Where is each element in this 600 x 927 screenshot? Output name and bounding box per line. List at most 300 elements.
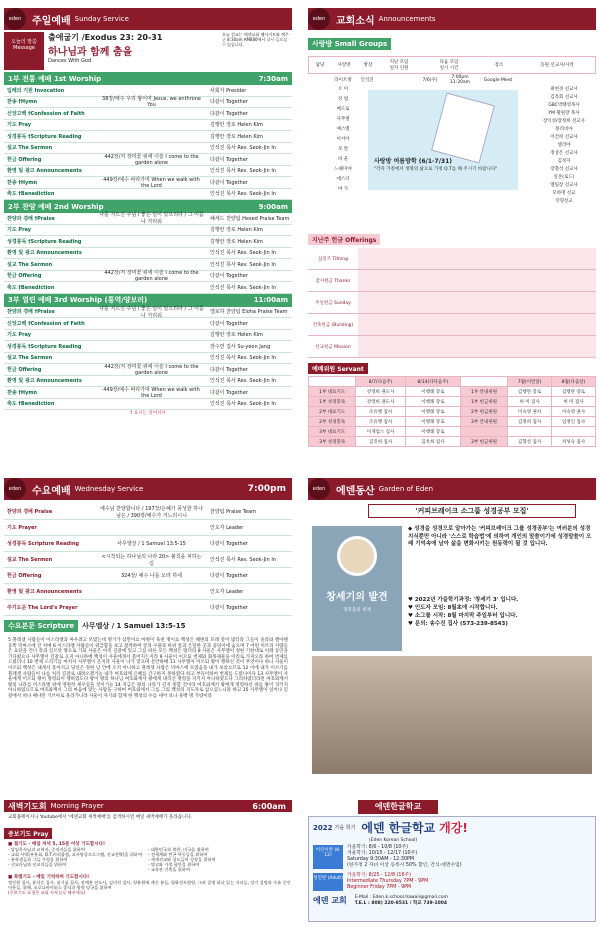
garden-banner: '커피브레이크 소그룹 성경공부 모집' (368, 504, 576, 518)
school-phone: T.E.L : 808) 220-8531 / 학교 739-1004 (354, 901, 448, 906)
order-item: 성경봉독 †Scripture Reading (7, 343, 82, 350)
servant-cell: 김행란 장로 (552, 387, 596, 397)
sg-sh2: 일시 (439, 66, 449, 71)
servant-cell: 김정희 집사 (508, 417, 552, 427)
order-item: 기도 Pray (7, 122, 32, 129)
eden-logo: eden (4, 478, 26, 500)
school-title: 에덴한글학교 (358, 800, 438, 814)
offering-label: 선교헌금 Mission (315, 344, 351, 350)
order-leader: 다같이 Together (210, 273, 248, 280)
sunday-header (4, 8, 292, 30)
order-leader: 다같이 Together (210, 110, 248, 117)
school-term: 가을 학기 (334, 825, 356, 831)
servant-cell: 3부 헌금위원 (460, 437, 507, 447)
order-item: 기도 Pray (7, 227, 32, 234)
garden-intro: ◆ 성경을 성경으로 알아가는 '커피브레이크 그룹 성경공부'는 여러분의 성경 지식뿐만 아니라 '스스로 학습법'에 의하여 개인의 말씀이기에 성경말씀이 오래 기억속에 남아 삶을 변화시키는 원동력이 될 것 입니다. (408, 526, 592, 547)
garden-header (308, 478, 596, 500)
sg-mission: 볼리비아 (555, 127, 573, 132)
servant-row (309, 387, 596, 397)
servant-cell: 허 미 집사 (552, 397, 596, 407)
news-header (308, 8, 596, 30)
sg-name: 강 범 (337, 97, 349, 102)
order-detail: 324장/ 예수 나를 오라 하네 (120, 573, 183, 579)
order-detail: 449장/예수 따라가며 When we walk with the Lord (103, 176, 200, 189)
order-item: 설교 The Sermon (7, 557, 53, 563)
order-leader: 김행란 장로 Helen Kim (210, 227, 263, 234)
order-leader: 장수연 집사 Su-yeon Jang (210, 343, 271, 350)
sg-mission: 이건희 선교사 (550, 135, 578, 140)
offering-amount (358, 314, 596, 335)
order-item: 찬양과 경배 †Praise (7, 215, 55, 222)
order-row (4, 520, 292, 536)
sg-mission: GBC박태영목사 (548, 103, 580, 108)
order-leader: 다같이 Together (210, 541, 248, 547)
order-detail: 442장/저 장미꽃 위에 이슬 I come to the garden alone (104, 363, 199, 376)
prayer-left-list (8, 847, 148, 872)
servant-date: 8월(다음달) (552, 377, 596, 387)
sg-name: 느헤미야 (334, 167, 352, 172)
kids-line: 가을학기: 8/6 - 10/8 (10주) (347, 845, 408, 850)
wednesday-time: 7:00pm (247, 484, 286, 494)
servant-cell: 강영희 권도사 (356, 397, 406, 407)
prayer-item: - 세계선교와 성도들의 성장을 위하여 (148, 857, 216, 862)
order-detail: 사무엘상 / 1 Samuel 13:5-15 (117, 541, 186, 547)
servant-row (309, 417, 596, 427)
service-time: 9:00am (258, 202, 288, 211)
sg-name: 바 울 (337, 157, 349, 162)
servant-cell: 이재업스 집사 (356, 427, 406, 437)
sg-mission: YM 황원장 목사 (548, 111, 580, 116)
prayer-item: - 유학생들과 그들 가정을 위하여 (8, 857, 68, 862)
servant-tag: 예배위원 Servant (308, 363, 368, 374)
servant-cell: 이행례 장로 (405, 427, 460, 437)
kids-lines (343, 845, 462, 869)
order-leader: 인석진 목사 Rev. Seok-Jin In (210, 168, 276, 175)
order-row (4, 154, 292, 166)
order-item: 설교 The Sermon (7, 355, 53, 362)
morning-time: 6:00am (252, 801, 286, 811)
servant-cell: 이행례 장로 (405, 397, 460, 407)
servant-cell: 이행례 장로 (405, 407, 460, 417)
servant-row (309, 437, 596, 447)
order-row (4, 282, 292, 294)
order-leader: 다같이 Together (210, 389, 248, 396)
offering-row (308, 248, 596, 270)
servant-header-row (309, 377, 596, 387)
servant-date: 8/14(다다음주) (405, 377, 460, 387)
scripture-ref: 사무엘상 / 1 Samuel 13:5-15 (82, 622, 186, 630)
prayer-panel (4, 828, 292, 922)
order-item: 성경봉독 †Scripture Reading (7, 133, 82, 140)
sg-h2: 방장 (363, 63, 373, 68)
offering-label: 감사헌금 Thanks (315, 278, 351, 284)
sunday-services (4, 72, 292, 416)
servant-cell: 임정인 집사 (552, 417, 596, 427)
sg-h5: 장소 (494, 63, 504, 68)
prayer-item: - 교회 사역(부흥회, Q.T.커리큘럼, 교사양성프로그램, 선교전략)을 위하여 (8, 852, 142, 857)
message-label-kr: 오늘의 말씀 (11, 39, 37, 45)
servant-cell: 이행례 장로 (405, 417, 460, 427)
order-item: 환영 및 광고 Announcements (7, 589, 82, 595)
servant-cell: 김향실 집사 (508, 437, 552, 447)
order-row (4, 120, 292, 132)
sg-mission: 김옥회 선교사 (550, 95, 578, 100)
order-detail: 442장/저 장미꽃 위에 이슬 I come to the garden alone (104, 270, 199, 283)
kids-line: 겨울학기: 10/15 - 12/17 (10주) (347, 851, 418, 856)
prayer-footnote: (중보기도 요청은 교회 사무실로 해주세요) (8, 890, 86, 895)
servant-cell: 1부 대표기도 (309, 387, 356, 397)
order-leader: 김행란 장로 Helen Kim (210, 133, 263, 140)
group-photo (312, 656, 592, 774)
order-leader: 인석진 목사 Rev. Seok-Jin In (210, 355, 276, 362)
order-leader: 인석진 목사 Rev. Seok-Jin In (210, 191, 276, 198)
servant-cell: 2부 대표기도 (309, 407, 356, 417)
sg-name: 마 가 (337, 187, 349, 192)
servant-cell: 3부 안내위원 (460, 417, 507, 427)
wednesday-title: 수요예배 (32, 485, 71, 497)
servant-cell: 이행례 장로 (405, 387, 460, 397)
servant-cell: 김진희 집사 (356, 437, 406, 447)
order-item: 축도 †Benediction (7, 284, 55, 291)
order-item: 신앙고백 †Confession of Faith (7, 320, 85, 327)
servant-cell: 1부 성경봉독 (309, 397, 356, 407)
sg-h6: 동원 선교사/사역 (540, 63, 574, 68)
order-item: 입례의 기원 Invocation (7, 87, 65, 94)
news-title: 교회소식 (336, 15, 375, 27)
order-item: 설교 The Sermon (7, 261, 53, 268)
message-label-en: Message (13, 45, 35, 51)
order-item: 찬송 †Hymn (7, 179, 38, 186)
order-item: 찬송 †Hymn (7, 389, 38, 396)
school-contact: E-Mail : Eden.k.school.hawaii@gmail.com (354, 895, 448, 900)
sg-h1: 사랑방 (337, 63, 351, 68)
prayer-tag: 중보기도 Pray (4, 828, 52, 839)
service-time: 7:30am (258, 74, 288, 83)
school-box (308, 816, 596, 922)
garden-detail: ♥ 인도자 모임: 8월초에 시작합니다. (408, 605, 498, 611)
order-row (4, 177, 292, 189)
order-item: 축도 †Benediction (7, 191, 55, 198)
order-row (4, 108, 292, 120)
servant-cell: 이숙영 권사 (508, 407, 552, 417)
servant-cell: 김옥희 집사 (405, 437, 460, 447)
servant-cell: 강영희 권도사 (356, 387, 406, 397)
school-church: 에덴 교회 (313, 896, 347, 905)
garden-panel (308, 478, 596, 778)
prayer-line1: ■ 절기도 - 매일 저녁 5, 15분 이상 기도합시다! (8, 842, 106, 847)
sg-sh1: 인원 (399, 66, 409, 71)
eden-logo: eden (4, 8, 26, 30)
sg-mission: 정상은 선교사 (550, 151, 578, 156)
order-leader: 인석진 목사 Rev. Seok-Jin In (210, 401, 276, 408)
order-row (4, 213, 292, 225)
sg-name: 모 란 (337, 147, 349, 152)
prayer-item: - 선교사님과 선교지들을 위하여 (8, 862, 67, 867)
school-open: 개강! (439, 821, 468, 835)
garden-detail: ♥ 소그룹 시작: 8월 마지막 주일부터 입니다. (408, 613, 518, 619)
order-item: 헌금 Offering (7, 366, 42, 373)
prayer-item: - 교육관 건축을 위하여 (148, 867, 190, 872)
kids-line: Saturday 9:30AM - 12:30PM (347, 857, 414, 862)
offerings-table (308, 248, 596, 358)
school-panel (308, 800, 596, 922)
order-detail: 38장/예수 우리 왕이여 Jesus, we enthrone You (102, 96, 201, 109)
order-leader: 김행란 장로 Helen Kim (210, 122, 263, 129)
sermon-en: Dances With God (48, 58, 92, 64)
servant-cell: 이숙영 권사 (552, 407, 596, 417)
scripture: 출애굽기 /Exodus 23: 20-31 (48, 33, 163, 42)
servant-cell: 1부 헌금위원 (460, 397, 507, 407)
prayer-item: - 병고와 가정 평안을 위하여 (148, 862, 200, 867)
sg-name: 오 이 (337, 87, 349, 92)
sg-h0: 담당 (315, 63, 325, 68)
sg-first-leader: 인석진 (360, 78, 374, 83)
sg-mission: 최현경 선교사 (550, 87, 578, 92)
prayer-item: - 전세계와 빈곤 아동들을 위하여 (148, 852, 208, 857)
kids-line: (한가정 2 자녀 이상 등록시 50% 할인, 간식·대면수업) (347, 863, 462, 868)
order-row (4, 600, 292, 616)
order-row (4, 387, 292, 399)
order-row (4, 318, 292, 330)
morning-title: 새벽기도회 (8, 801, 47, 811)
order-row (4, 364, 292, 376)
promo-sub: "각자 가정에서 생명의 삶으로 가정 Q.T를 해 주시기 바랍니다" (374, 167, 498, 172)
order-item: 주기도문 The Lord's Prayer (7, 605, 78, 611)
order-row (4, 189, 292, 201)
order-row (4, 131, 292, 143)
eden-logo: eden (308, 8, 330, 30)
sg-mission: 모하명 선교 (552, 191, 576, 196)
order-row (4, 307, 292, 319)
news-panel (308, 8, 596, 448)
servant-cell: 차성숙 집사 (552, 437, 596, 447)
sg-name: 에스더 (336, 177, 350, 182)
sg-mission: 김정자 (557, 159, 571, 164)
sg-mission: 학형선교 (555, 199, 573, 204)
order-item: 신앙고백 †Confession of Faith (7, 110, 85, 117)
sunday-title: 주일예배 (32, 15, 71, 27)
servant-cell (508, 427, 552, 437)
order-detail: 예수님 찬양합니다 / 197장/은혜가 풍성한 하나님은 / 390장/예수가 거느리시니 (100, 505, 203, 519)
service-title: 3부 열린 예배 3rd Worship (통역/양보러) (8, 296, 148, 304)
order-detail: <시작되는 하나님의 나라 20> 불칙을 피하는 길 (101, 553, 202, 567)
order-item: 찬양과 경배 Praise (7, 509, 53, 515)
sg-h3: 지난 모임 (389, 60, 409, 65)
garden-subtitle: Garden of Eden (378, 485, 434, 493)
adult-line: 가을학기: 8/25 - 12/8 (16주) (347, 873, 412, 878)
kids-label: 어린이반 (K-12) (313, 845, 343, 869)
order-item: 찬송 †Hymn (7, 99, 38, 106)
servant-row (309, 407, 596, 417)
servant-row (309, 397, 596, 407)
order-row (4, 568, 292, 584)
order-row (4, 341, 292, 353)
order-leader: 인석진 목사 Rev. Seok-Jin In (210, 145, 276, 152)
morning-panel (4, 800, 292, 824)
order-leader: 다같이 Together (210, 320, 248, 327)
morning-header (4, 800, 292, 812)
service-bar (4, 72, 292, 85)
sg-missions (534, 86, 594, 206)
book-cover (312, 526, 402, 651)
order-row (4, 225, 292, 237)
order-item: 기도 Pray (7, 332, 32, 339)
order-detail: 442장/저 장미꽃 위에 이슬 I come to the garden alone (104, 153, 199, 166)
adult-line: Intermediate Thursday 7PM - 9PM (347, 879, 429, 884)
eden-logo: eden (308, 478, 330, 500)
sg-h4: 다음 모임 (439, 60, 459, 65)
order-detail: 나를 지으신 주님 / 좋은 일이 있으리라 / 그 이름 나 가리워 (99, 212, 204, 226)
order-item: 축도 †Benediction (7, 401, 55, 408)
book-pages-icon (431, 93, 495, 164)
morning-subtitle: Morning Prayer (50, 802, 104, 810)
order-leader: 엘로하 찬양팀 Eloha Praise Team (210, 309, 288, 316)
sg-mission: 일본(로드) (553, 175, 575, 180)
morning-text: 교회홈페이지나 Youtube에서 '에덴교회 새벽예배'를 검색하시면 매일 새벽예배가 올라옵니다. (8, 815, 193, 820)
offering-label: 건축헌금 (Building) (312, 322, 354, 328)
order-leader: 인도자 Leader (210, 525, 244, 531)
wednesday-subtitle: Wednesday Service (74, 485, 144, 493)
order-leader: 다같이 Together (210, 156, 248, 163)
order-item: 환영 및 광고 Announcements (7, 250, 82, 257)
offering-row (308, 336, 596, 358)
servant-cell: 허 미 집사 (508, 397, 552, 407)
order-detail: 나를 지으신 주님 / 좋은 일이 있으리라 / 그 이름 나 가리워 (99, 305, 204, 319)
servant-cell: 김행란 장로 (508, 387, 552, 397)
order-leader: 인석진 목사 Rev. Seok-Jin In (210, 378, 276, 385)
order-leader: 헤세드 찬양팀 Hesed Praise Team (210, 215, 290, 222)
garden-title: 에덴동산 (336, 485, 375, 497)
order-item: 헌금 Offering (7, 156, 42, 163)
sg-name: 베드로 (336, 107, 350, 112)
servant-cell: 3부 대표기도 (309, 427, 356, 437)
order-leader: 다같이 Together (210, 605, 248, 611)
order-item: 설교 The Sermon (7, 145, 53, 152)
prayer-special: 정진원 집사, 윤석순 집사, 심기심 집사, 장예흥 전도사, 김미진 집사, 양윤원에 계신 분들, 평화전도원원, 그외 질병 하나 있는 자녀들, 장기 질병과 수술 중인 이웃들, 위해, 코로나바이러스 종식과 방역 당국을 위하여 (8, 880, 291, 890)
sg-sh3: 시간 (449, 66, 459, 71)
order-row (4, 248, 292, 260)
servant-cell: 조유행 집사 (356, 417, 406, 427)
sg-mission: 엘리야 (557, 143, 571, 148)
offering-amount (358, 292, 596, 313)
offering-row (308, 270, 596, 292)
order-row (4, 536, 292, 552)
service-title: 1부 전통 예배 1st Worship (8, 74, 102, 83)
servant-date: 8/7(다음주) (356, 377, 406, 387)
sg-first-place: Google Meet (483, 77, 513, 83)
sunday-subtitle: Sunday Service (74, 15, 129, 23)
wednesday-order (4, 504, 292, 616)
order-leader: 인석진 목사 Rev. Seok-Jin In (210, 250, 276, 257)
order-leader: 다같이 Together (210, 179, 248, 186)
offering-amount (358, 336, 596, 357)
offering-row (308, 314, 596, 336)
order-item: 찬양과 경배 †Praise (7, 309, 55, 316)
sg-mission: 엘팀장 선교사 (550, 183, 578, 188)
servant-cell: 2부 성경봉독 (309, 417, 356, 427)
order-leader: 찬양팀 Praise Team (210, 509, 257, 515)
servant-cell: 3부 성경봉독 (309, 437, 356, 447)
order-item: 성경봉독 †Scripture Reading (7, 238, 82, 245)
order-item: 헌금 Offering (7, 573, 42, 579)
servant-cell: 2부 헌금위원 (460, 407, 507, 417)
message-block (4, 32, 292, 70)
wednesday-panel (4, 478, 292, 778)
order-leader: 다같이 Together (210, 366, 248, 373)
sg-first-date: 7/6(수) (422, 78, 438, 83)
small-groups-table (308, 56, 596, 216)
servant-row (309, 427, 596, 437)
order-row (4, 552, 292, 568)
sg-first-time: 7:00pm 11:30am (449, 75, 471, 85)
servant-cell (552, 427, 596, 437)
adult-line: Beginner Friday 7PM - 9PM (347, 885, 412, 890)
book-sub: 축복을의 세계 (343, 608, 371, 613)
sg-names (330, 86, 356, 196)
garden-details (408, 596, 592, 628)
servant-table (308, 376, 596, 447)
book-title: 창세기의 발견 (326, 592, 388, 603)
small-groups-tag: 사랑방 Small Groups (308, 38, 391, 50)
sg-first-name: 라이트방 (334, 78, 352, 83)
coffee-cup-icon (337, 536, 377, 576)
offering-label: 십일조 Tithing (318, 256, 348, 262)
offering-label: 주일헌금 Sunday (315, 300, 351, 306)
servant-header-empty (309, 377, 356, 387)
order-leader: 인도자 Leader (210, 589, 244, 595)
order-leader: 인석진 목사 Rev. Seok-Jin In (210, 261, 276, 268)
stand-note: † 표시는 일어서서 (130, 411, 166, 416)
scripture-tag: 수요본문 Scripture (4, 620, 78, 632)
order-detail: 449장/예수 따라가며 When we walk with the Lord (103, 386, 200, 399)
order-row (4, 584, 292, 600)
order-item: 헌금 Offering (7, 273, 42, 280)
prayer-item: - 대한민국과 북한, 미국을 위하여 (148, 847, 209, 852)
servant-header-empty (460, 377, 507, 387)
servant-cell: 1부 안내위원 (460, 387, 507, 397)
sg-name: 예스엘 (336, 127, 350, 132)
offerings-tag: 지난주 헌금 Offerings (308, 234, 380, 245)
service-time: 11:00am (253, 296, 288, 304)
order-row (4, 97, 292, 109)
school-name-en: (Eden Korean School) (369, 838, 418, 843)
sermon-title: 하나님과 함께 춤을 (48, 47, 133, 58)
order-leader: 다같이 Together (210, 573, 248, 579)
offering-amount (358, 248, 596, 269)
adult-label: 성인반 (Adult) (313, 873, 343, 891)
prayer-right-list (148, 847, 292, 872)
sunday-panel (4, 8, 292, 418)
order-row (4, 236, 292, 248)
sg-name: 사무엘 (336, 117, 350, 122)
order-row (4, 330, 292, 342)
order-leader: 사회자 Presider (210, 87, 247, 94)
news-subtitle: Announcements (378, 15, 436, 23)
servant-date: 7월(이번달) (508, 377, 552, 387)
sg-mission: 장익성/장정희 선교사 (542, 119, 586, 124)
order-leader: 김행란 장로 Helen Kim (210, 332, 263, 339)
order-item: 기도 Prayer (7, 525, 37, 531)
order-leader: 다같이 Together (210, 99, 248, 106)
wednesday-header (4, 478, 292, 500)
school-year: 2022 (313, 823, 333, 832)
message-note: 오늘 설교는 에덴교회 웹사이트와 예주 군 8:30am AM880에서 다시 들으실 수 있습니다. (222, 32, 289, 47)
sg-mission: 장향석 선교사 (550, 167, 578, 172)
offering-row (308, 292, 596, 314)
adult-lines (343, 873, 428, 891)
servant-cell (460, 427, 507, 437)
school-name: 에덴 한글학교 (361, 821, 436, 835)
